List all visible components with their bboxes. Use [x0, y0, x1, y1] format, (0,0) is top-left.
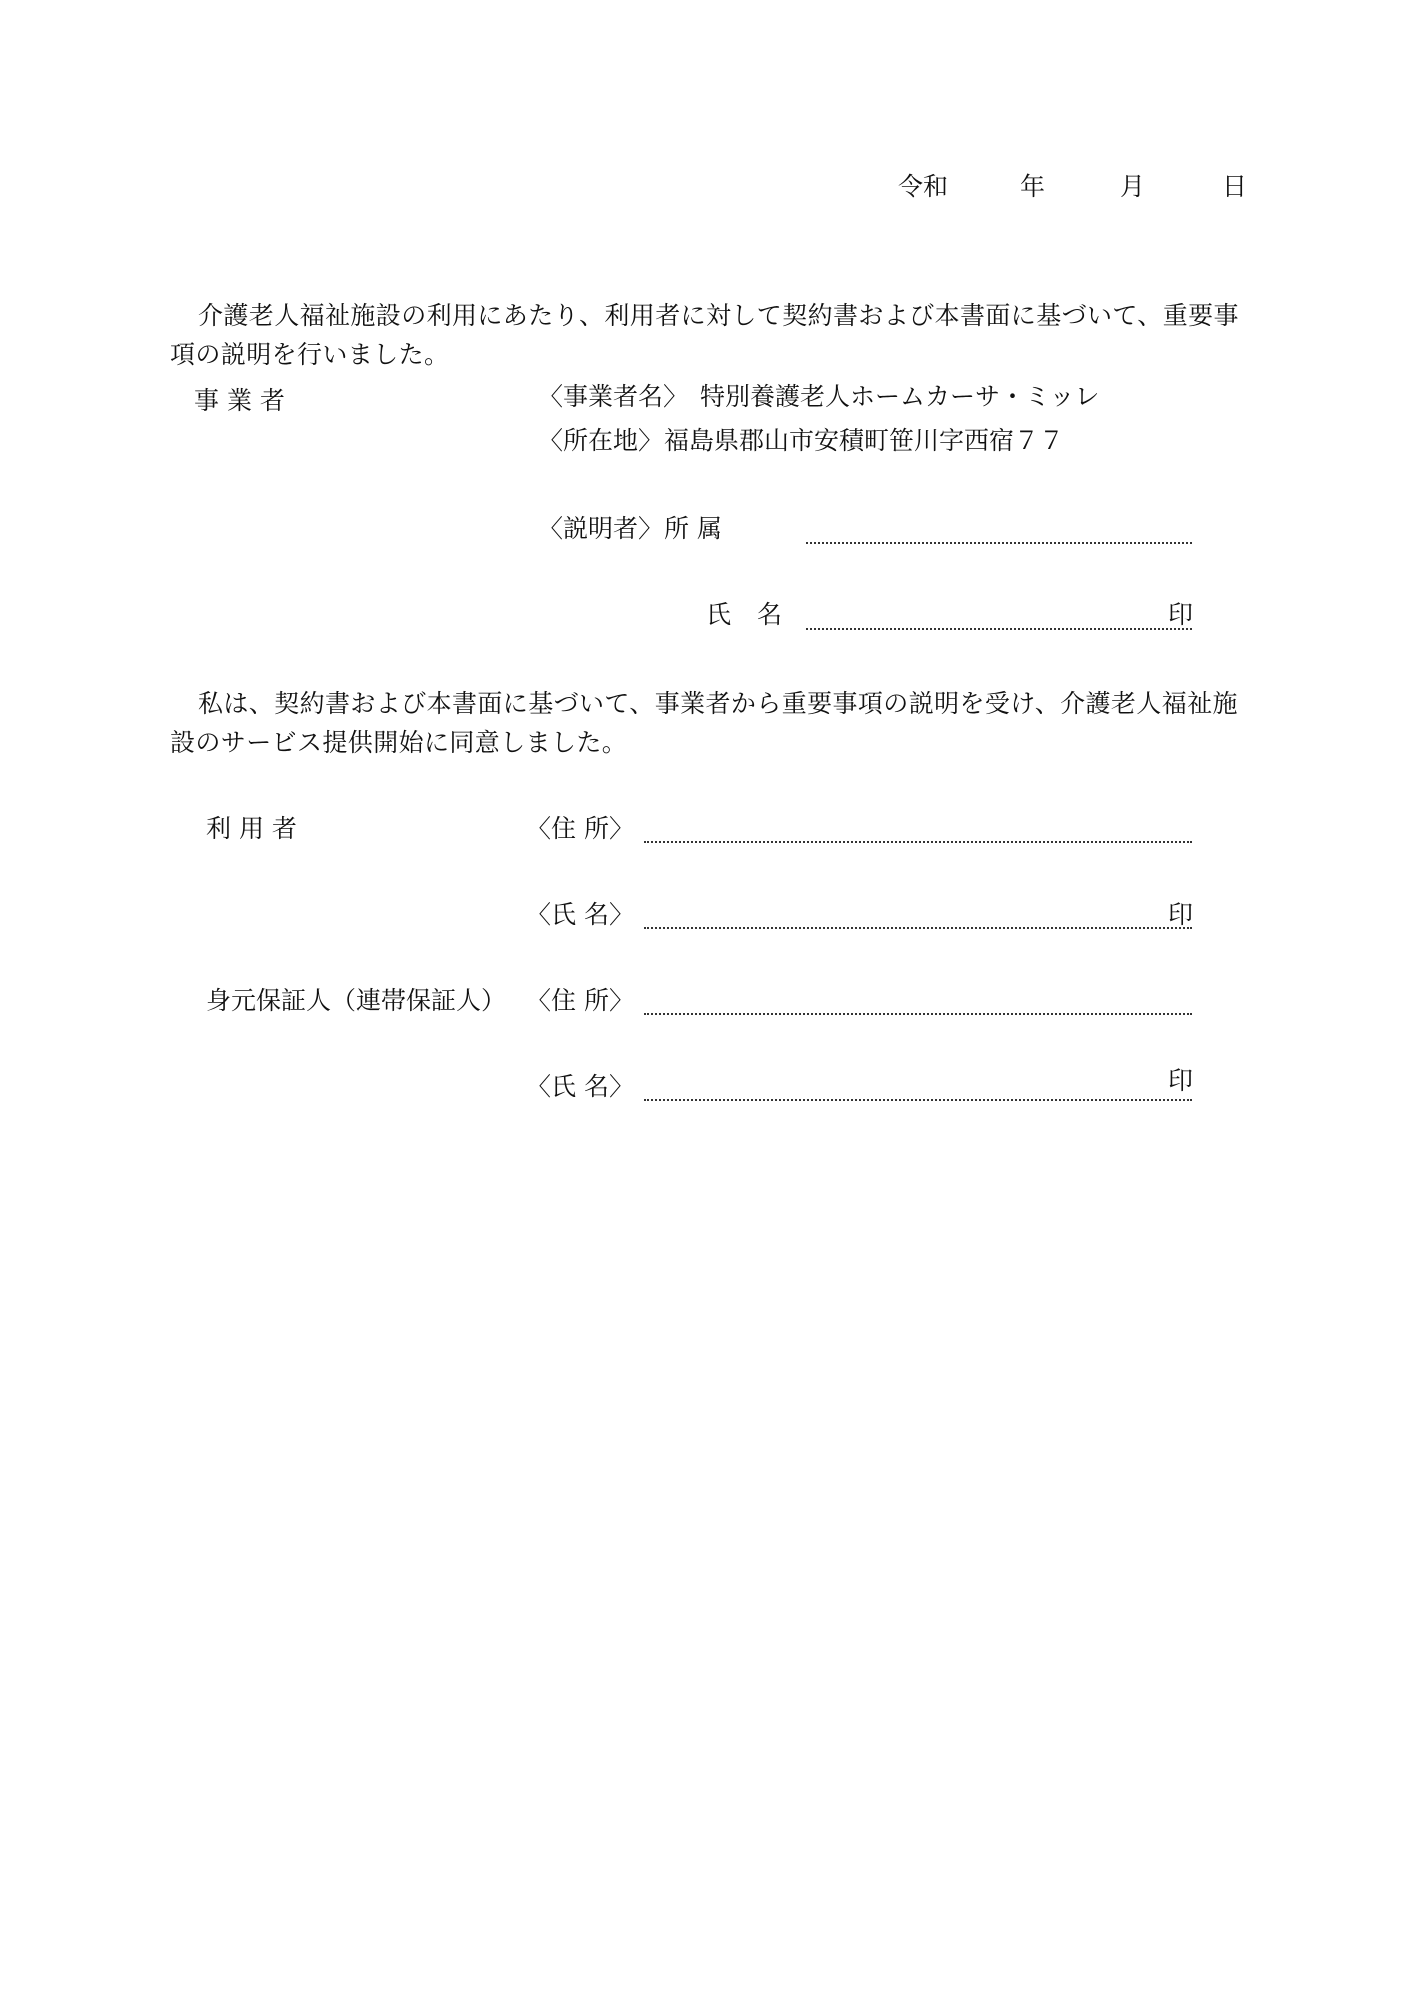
guarantor-seal-mark: 印 [1168, 1066, 1194, 1095]
provider-address-label: 〈所在地〉 [538, 426, 664, 455]
date-era: 令和 [898, 172, 949, 201]
user-address-label: 〈住 所〉 [526, 814, 634, 843]
provider-name-value: 特別養護老人ホームカーサ・ミッレ [700, 382, 1100, 411]
user-seal-mark: 印 [1168, 900, 1194, 929]
intro-paragraph: 介護老人福祉施設の利用にあたり、利用者に対して契約書および本書面に基づいて、重要事項の説明を行いました。 [170, 301, 1239, 369]
provider-address-value: 福島県郡山市安積町笹川字西宿７７ [664, 426, 1065, 455]
date-month-unit: 月 [1120, 172, 1146, 201]
consent-paragraph: 私は、契約書および本書面に基づいて、事業者から重要事項の説明を受け、介護老人福祉施設のサービス提供開始に同意しました。 [170, 689, 1238, 757]
guarantor-name-field[interactable] [644, 1099, 1192, 1101]
date-year-unit: 年 [1020, 172, 1046, 201]
user-heading: 利 用 者 [206, 814, 297, 843]
explainer-name-field[interactable] [806, 628, 1192, 630]
guarantor-address-field[interactable] [644, 1013, 1192, 1015]
provider-heading: 事 業 者 [194, 386, 285, 415]
user-name-field[interactable] [644, 927, 1192, 929]
guarantor-name-label: 〈氏 名〉 [526, 1072, 634, 1101]
date-day-unit: 日 [1222, 172, 1248, 201]
user-address-field[interactable] [644, 841, 1192, 843]
explainer-affiliation-label: 所 属 [664, 514, 722, 543]
provider-name-label: 〈事業者名〉 [538, 382, 689, 411]
explainer-name-label: 氏 名 [706, 600, 791, 629]
explainer-seal-mark: 印 [1168, 600, 1194, 629]
explainer-affiliation-field[interactable] [806, 542, 1192, 544]
explainer-label: 〈説明者〉 [538, 514, 664, 543]
user-name-label: 〈氏 名〉 [526, 900, 634, 929]
guarantor-address-label: 〈住 所〉 [526, 986, 634, 1015]
guarantor-heading: 身元保証人（連帯保証人） [206, 986, 507, 1015]
